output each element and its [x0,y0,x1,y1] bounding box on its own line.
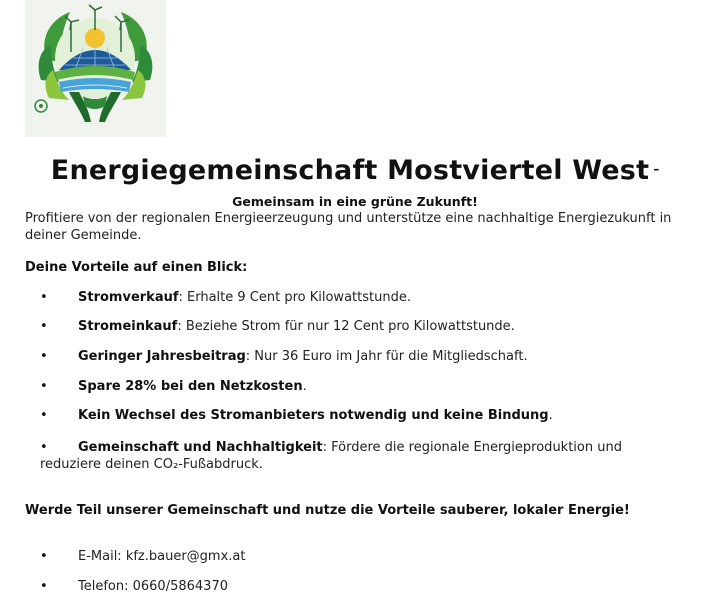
contact-phone: Telefon: 0660/5864370 [78,579,228,594]
benefit-title: Kein Wechsel des Stromanbieters notwendig und keine Bindung [78,408,549,423]
logo [25,0,166,137]
contact-email: E-Mail: kfz.bauer@gmx.at [78,549,246,564]
benefit-title: Gemeinschaft und Nachhaltigkeit [78,440,323,455]
benefits-heading: Deine Vorteile auf einen Blick: [25,260,248,275]
bullet-icon: • [40,290,48,305]
energy-community-logo-icon [25,0,166,137]
benefit-item [40,318,695,335]
benefit-item [40,439,680,473]
page-title: Energiegemeinschaft Mostviertel West [50,155,650,186]
bullet-icon: • [40,579,48,594]
benefit-detail: : Nur 36 Euro im Jahr für die Mitgliedschaft. [245,349,528,364]
benefit-item [40,407,695,424]
benefit-detail: : Beziehe Strom für nur 12 Cent pro Kilowattstunde. [177,319,515,334]
bullet-icon: • [40,379,48,394]
benefit-detail: : Fördere die regionale Energieproduktion und reduziere deinen CO₂-Fußabdruck. [40,440,622,472]
benefit-title: Geringer Jahresbeitrag [78,349,246,364]
bullet-icon: • [40,549,48,564]
benefit-item [40,289,695,306]
benefit-title: Stromverkauf [78,290,179,305]
benefit-title: Stromeinkauf [78,319,178,334]
title-dash: – [653,162,660,176]
intro-text: Profitiere von der regionalen Energieerzeugung und unterstütze eine nachhaltige Energiezukunft in deiner Gemeinde. [25,211,672,243]
contact-email-row [40,549,246,564]
bullet-icon: • [40,349,48,364]
contact-phone-row [40,579,228,594]
bullet-icon: • [40,408,48,423]
bullet-icon: • [40,319,48,334]
page-subtitle: Gemeinsam in eine grüne Zukunft! [232,194,478,209]
bullet-icon: • [40,440,48,455]
benefit-title: Spare 28% bei den Netzkosten [78,379,303,394]
benefit-detail: . [548,408,553,423]
benefit-detail: : Erhalte 9 Cent pro Kilowattstunde. [178,290,411,305]
benefit-detail: . [302,379,307,394]
benefit-item [40,378,695,395]
call-to-action: Werde Teil unserer Gemeinschaft und nutze die Vorteile sauberer, lokaler Energie! [25,503,630,518]
title-line [0,155,710,186]
benefit-item [40,348,695,365]
